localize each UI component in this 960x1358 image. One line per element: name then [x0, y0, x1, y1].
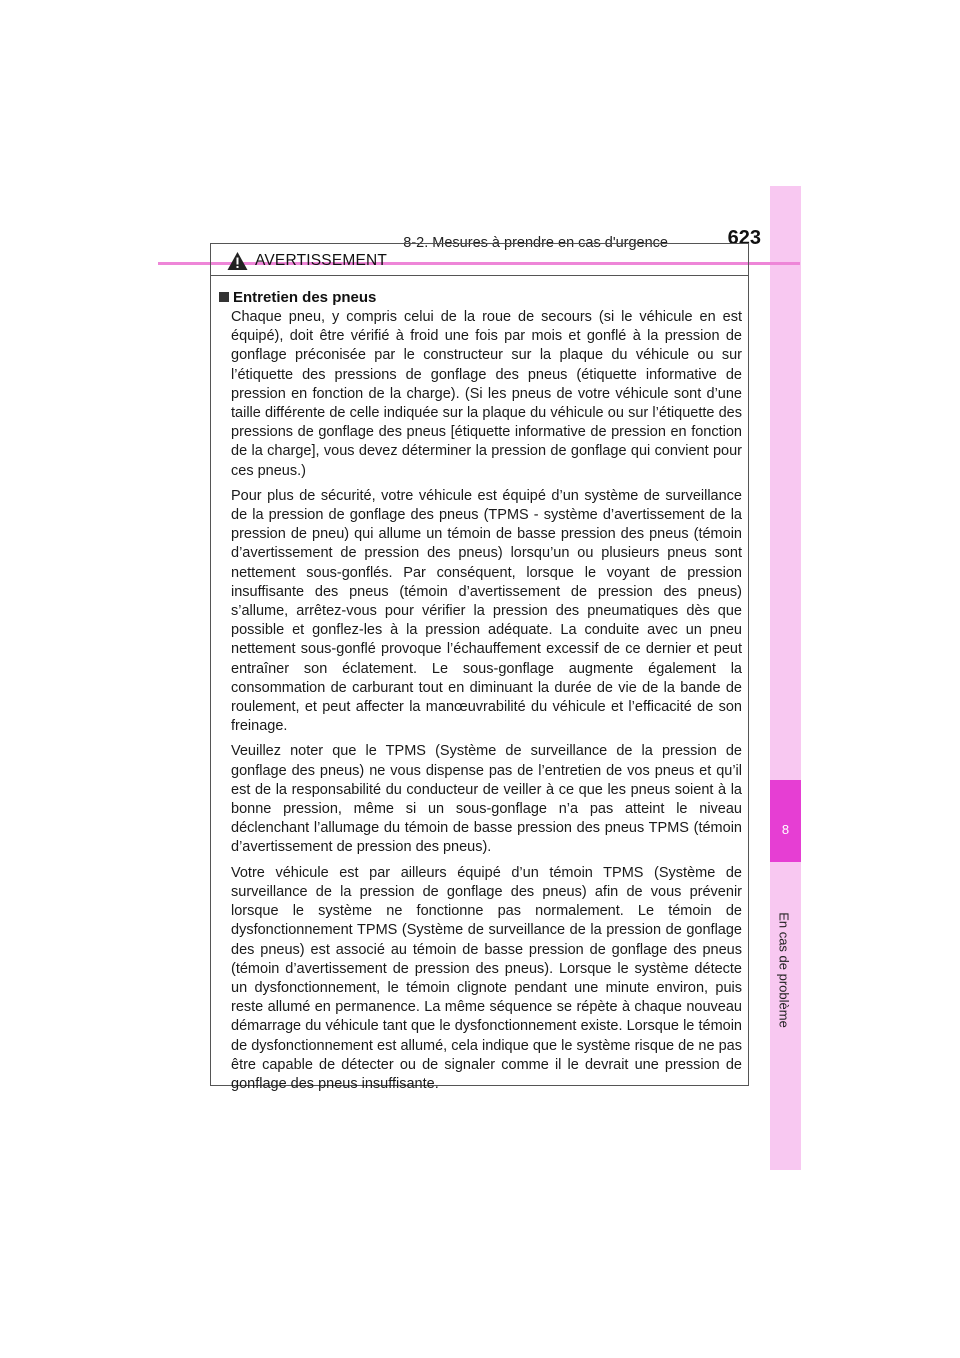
square-bullet-icon	[219, 292, 229, 302]
section-heading	[219, 288, 742, 308]
paragraph: Chaque pneu, y compris celui de la roue de secours (si le véhicule en est équipé), doit être vérifié à froid une fois par mois et gonflé à la pression de gonflage préconisée par le constructeur sur la plaque du véhicule ou sur l’étiquette des pressions de gonflage des pneus (étiquette informative de pression en fonction de la charge). (Si les pneus de votre véhicule sont d’une taille différente de celle indiquée sur la plaque du véhicule ou sur l’étiquette des pressions de gonflage des pneus [étiquette informative de pression en fonction de la charge], vous devez déterminer la pression de gonflage qui convient pour ces pneus.)	[231, 309, 742, 479]
warning-triangle-icon	[227, 251, 248, 271]
warning-box	[210, 243, 749, 1092]
section-heading-text: Entretien des pneus	[233, 289, 377, 306]
warning-title: AVERTISSEMENT	[255, 252, 388, 269]
chapter-title: En cas de problème	[776, 912, 792, 1028]
paragraph: Veuillez noter que le TPMS (Système de surveillance de la pression de gonflage des pneus) ne vous dispense pas de l’entretien de vos pneus et qu’il est de la responsabilité du conducteur de veiller à ce que les pneus soient à la bonne pression, même si un sous-gonflage n’a pas atteint le niveau déclenchant l’allumage du témoin de basse pression des pneus TPMS (témoin d’avertissement de pression des pneus).	[231, 743, 742, 856]
chapter-tab-marker	[770, 780, 801, 862]
section-header: 8-2. Mesures à prendre en cas d'urgence	[403, 235, 668, 251]
warning-header	[211, 244, 748, 276]
paragraph: Pour plus de sécurité, votre véhicule est équipé d’un système de surveillance de la pression de gonflage des pneus (TPMS - système d’avertissement de la pression de pneu) qui allume un témoin de basse pression des pneus (témoin d’avertissement de pression des pneus) lorsqu’un ou plusieurs pneus sont nettement sous-gonflés. Par conséquent, lorsque le voyant de pression insuffisante des pneus (témoin d’avertissement de pression des pneus) s’allume, arrêtez-vous pour vérifier la pression des pneumatiques dès que possible et gonflez-les à la pression adéquate. La conduite avec un pneu nettement sous-gonflé provoque l’échauffement excessif de ce dernier et peut entraîner son éclatement. Le sous-gonflage augmente également la consommation de carburant tout en diminuant la durée de vie de la bande de roulement, et peut affecter la manœuvrabilité du véhicule et l’efficacité de son freinage.	[231, 487, 742, 735]
page-number: 623	[727, 227, 761, 249]
chapter-number: 8	[781, 822, 790, 837]
warning-body	[219, 288, 742, 1100]
paragraph: Votre véhicule est par ailleurs équipé d’un témoin TPMS (Système de surveillance de la pression de gonflage des pneus) afin de vous prévenir lorsque le système ne fonctionne pas normalement. Le témoin de dysfonctionnement TPMS (Système de surveillance de la pression de gonflage des pneus) est associé au témoin de basse pression de gonflage des pneus (témoin d’avertissement de pression des pneus). Lorsque le système détecte un dysfonctionnement, le témoin clignote pendant une minute environ, puis reste allumé en permanence. La même séquence se répète à chaque nouveau démarrage du véhicule tant que le dysfonctionnement existe. Lorsque le témoin de dysfonctionnement est allumé, cela indique que le système risque de ne pas être capable de détecter ou de signaler comme il le devrait une pression de gonflage des pneus insuffisante.	[231, 864, 742, 1092]
